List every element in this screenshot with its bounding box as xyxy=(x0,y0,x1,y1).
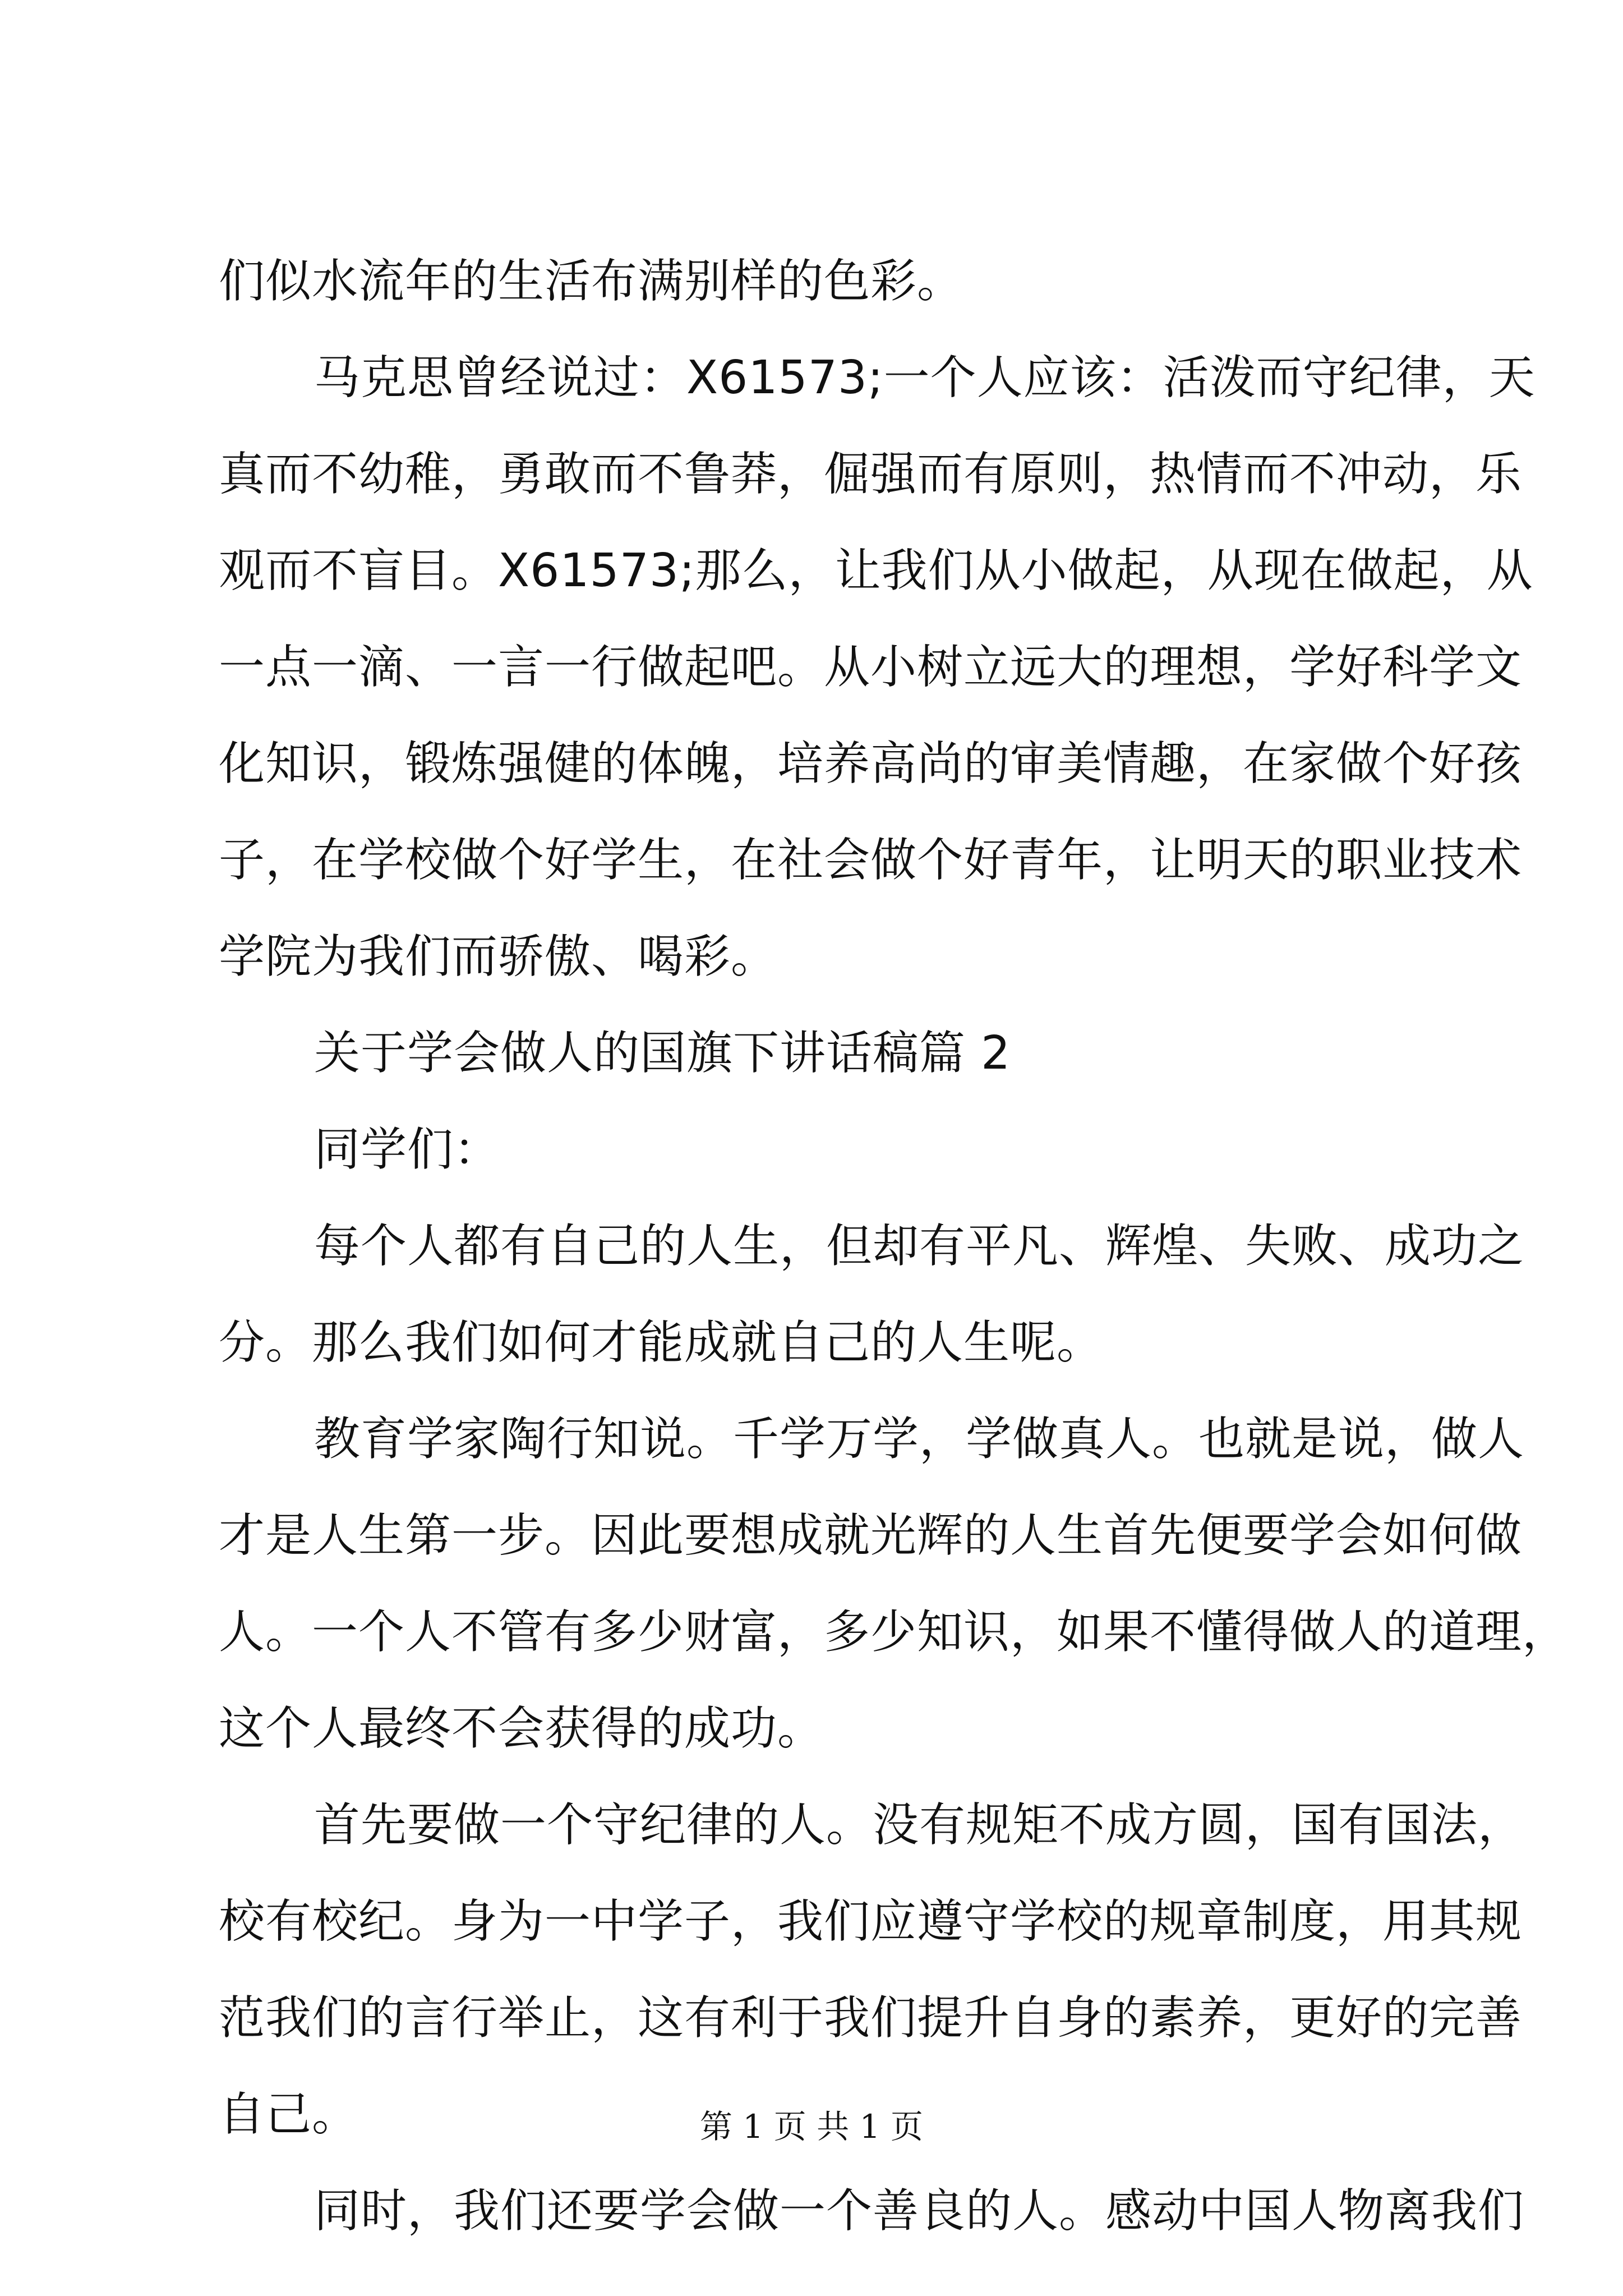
text-line: 真而不幼稚，勇敢而不鲁莽，倔强而有原则，热情而不冲动，乐 xyxy=(219,448,1523,501)
text-line: 子，在学校做个好学生，在社会做个好青年，让明天的职业技术 xyxy=(219,834,1523,887)
text-line: 校有校纪。身为一中学子，我们应遵守学校的规章制度，用其规 xyxy=(219,1895,1523,1948)
text-line: 才是人生第一步。因此要想成就光辉的人生首先便要学会如何做 xyxy=(219,1509,1523,1562)
text-line: 观而不盲目。X61573;那么，让我们从小做起，从现在做起，从 xyxy=(219,544,1533,597)
text-line: 这个人最终不会获得的成功。 xyxy=(219,1702,824,1755)
text-line: 分。那么我们如何才能成就自己的人生呢。 xyxy=(219,1316,1104,1369)
salutation: 同学们： xyxy=(314,1123,501,1176)
text-line: 化知识，锻炼强健的体魄，培养高尚的审美情趣，在家做个好孩 xyxy=(219,737,1523,790)
section-heading: 关于学会做人的国旗下讲话稿篇 2 xyxy=(314,1027,1011,1080)
text-line: 人。一个人不管有多少财富，多少知识，如果不懂得做人的道理， xyxy=(219,1605,1569,1659)
text-line: 首先要做一个守纪律的人。没有规矩不成方圆，国有国法， xyxy=(314,1798,1525,1852)
page-footer: 第 1 页 共 1 页 xyxy=(700,2108,923,2146)
text-line: 同时，我们还要学会做一个善良的人。感动中国人物离我们 xyxy=(314,2184,1525,2238)
text-line: 范我们的言行举止，这有利于我们提升自身的素养，更好的完善 xyxy=(219,1991,1523,2045)
text-line: 们似水流年的生活布满别样的色彩。 xyxy=(219,255,964,308)
text-line: 马克思曾经说过：X61573;一个人应该：活泼而守纪律，天 xyxy=(314,351,1536,404)
text-line: 每个人都有自己的人生，但却有平凡、辉煌、失败、成功之 xyxy=(314,1220,1525,1273)
text-line: 学院为我们而骄傲、喝彩。 xyxy=(219,930,778,983)
text-line: 自己。 xyxy=(219,2088,359,2141)
text-line: 教育学家陶行知说。千学万学，学做真人。也就是说，做人 xyxy=(314,1412,1525,1466)
text-line: 一点一滴、一言一行做起吧。从小树立远大的理想，学好科学文 xyxy=(219,641,1523,694)
